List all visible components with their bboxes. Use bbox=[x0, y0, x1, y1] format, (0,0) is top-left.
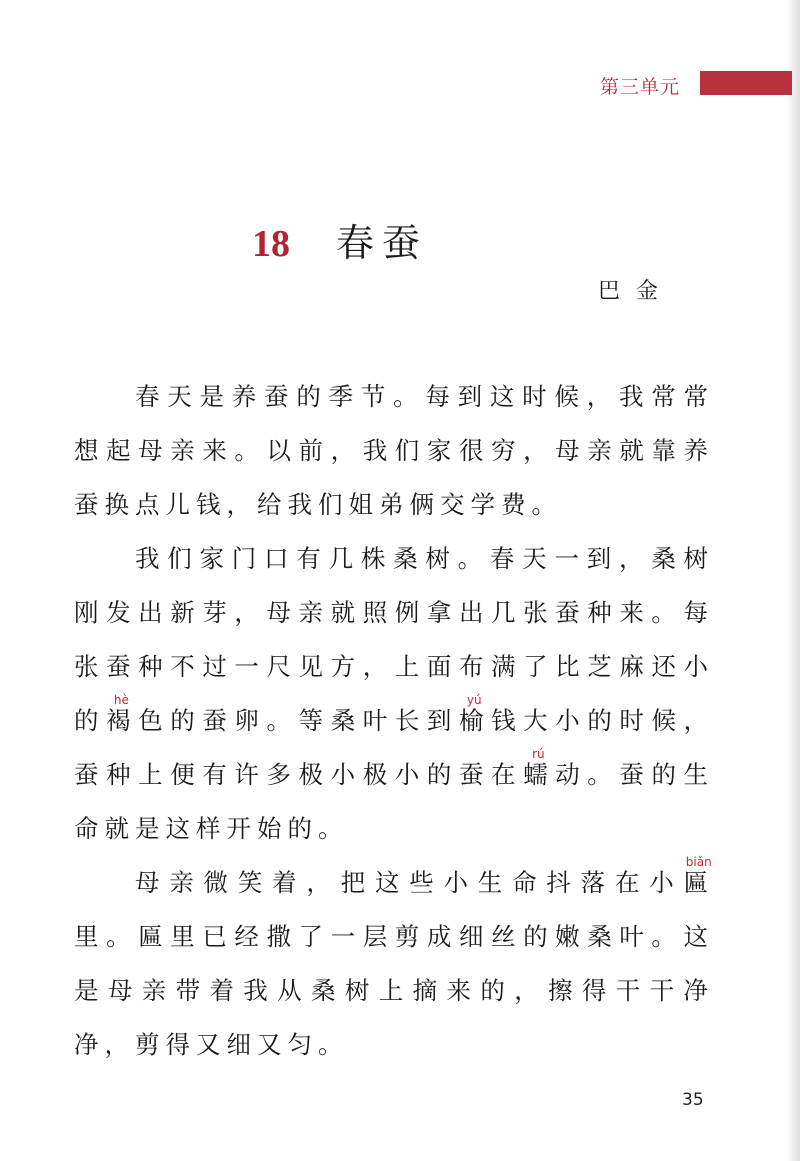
annotated-character: 匾biǎn bbox=[683, 855, 714, 897]
text-run: 钱大小的时候，蚕种上便有许多极小极小的蚕在 bbox=[74, 706, 715, 789]
text-run: 里。匾里已经撒了一层剪成细丝的嫩桑叶。这是母亲带着我从桑树上摘来的，擦得干干净净，剪得又细又匀。 bbox=[74, 922, 714, 1059]
author-name: 巴金 bbox=[598, 279, 675, 304]
article-body bbox=[74, 370, 714, 1072]
annotated-character: 榆yú bbox=[458, 693, 492, 735]
lesson-title: 春蚕 bbox=[336, 221, 429, 265]
annotated-character: 褐hè bbox=[106, 693, 139, 735]
text-run: 春天是养蚕的季节。每到这时候，我常常想起母亲来。以前，我们家很穷，母亲就靠养蚕换点儿钱，给我们姐弟俩交学费。 bbox=[74, 382, 714, 519]
annotated-character: 蠕rú bbox=[523, 747, 556, 789]
unit-color-bar bbox=[700, 71, 792, 95]
page-edge-shadow bbox=[786, 0, 800, 1161]
text-run: 色的蚕卵。等桑叶长到 bbox=[138, 706, 459, 735]
lesson-heading bbox=[252, 212, 429, 265]
pinyin-annotation: yú bbox=[458, 693, 490, 707]
page-number: 35 bbox=[682, 1090, 704, 1110]
text-run: 母亲微笑着，把这些小生命抖落在小 bbox=[135, 868, 684, 897]
pinyin-annotation: hè bbox=[106, 693, 137, 707]
paragraph bbox=[74, 856, 714, 1072]
text-run: 动。蚕的生命就是这样开始的。 bbox=[74, 760, 715, 843]
paragraph bbox=[74, 532, 714, 856]
paragraph bbox=[74, 370, 714, 532]
pinyin-annotation: rú bbox=[523, 747, 554, 761]
lesson-number: 18 bbox=[252, 223, 290, 265]
pinyin-annotation: biǎn bbox=[683, 855, 714, 869]
unit-label: 第三单元 bbox=[600, 76, 681, 98]
text-run: 我们家门口有几株桑树。春天一到，桑树刚发出新芽，母亲就照例拿出几张蚕种来。每张蚕种不过一尺见方，上面布满了比芝麻还小的 bbox=[74, 544, 714, 735]
